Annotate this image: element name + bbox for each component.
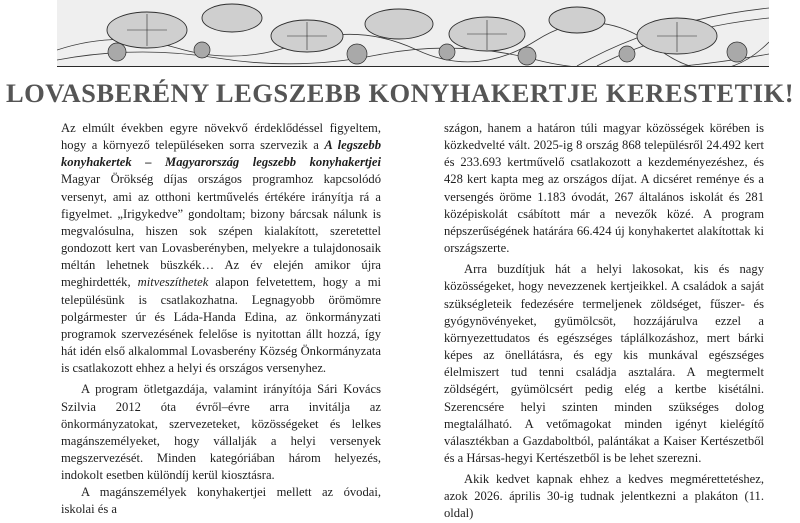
paragraph: A magánszemélyek konyhakertjei mellett az óvodai, iskolai és a <box>61 485 381 517</box>
article-headline: LOVASBERÉNY LEGSZEBB KONYHAKERTJE KERESTETIK! <box>5 78 795 108</box>
paragraph: A program ötletgazdája, valamint irányítója Sári Kovács Szilvia 2012 óta évről–évre arra invitálja az önkormányzatokat, szervezeteket, közösségeket és lelkes magánszemélyeket, hogy vállalják a helyi versenyek megszervezését. Minden kategóriában három helyezés, indokolt esetben különdíj kerül kiosztásra. <box>61 382 381 483</box>
paragraph: Akik kedvet kapnak ehhez a kedves megmérettetéshez, azok 2026. április 30-ig tudnak jelentkezni a plakáton (11. oldal) <box>444 472 764 521</box>
paragraph: Az elmúlt években egyre növekvő érdeklődéssel figyeltem, hogy a környező településeken sorra szervezik a A legszebb konyhakertek – Magyarország legszebb konyhakertjei Magyar Örökség díjas országos programhoz kapcsolódó versenyt, ami az otthoni kertművelés értékére irányítja rá a figyelmet. „Irigykedve” gondoltam; bizony bárcsak nálunk is megvalósulna, hiszen sok szépen kialakított, szeretettel gondozott kert van Lovasberényben, melyekre a tulajdonosaik méltán lehetnek büszkék… Az év elején amikor újra meghirdették, mitveszíthetek alapon felvetettem, hogy a mi településünk is csatlakozhatna. Legnagyobb örömömre polgármester úr és Láda-Handa Edina, az önkormányzati programok szervezésének felelőse is nyitottan állt hozzá, így hát idén első alkalommal Lovasberény Község Önkormányzata is csatlakozott ehhez a helyi és országos versenyhez. <box>61 121 381 376</box>
paragraph: szágon, hanem a határon túli magyar közösségek körében is közkedvelté vált. 2025-ig 8 ország 868 településről 24.492 kert és 233.693 kertművelő csatlakozott a kezdeményezéshez, és 428 kert kapta meg az országos díjat. A dicséret reménye és a versengés öröme 1.183 óvodát, 267 általános iskolát és 281 középiskolát csábított már a nevezők közé. A program népszerűségének határára 66.424 új konyhakertet alakítottak ki országszerte. <box>444 121 764 256</box>
article-column-left <box>61 120 381 519</box>
garden-illustration <box>57 0 769 67</box>
paragraph: Arra buzdítjuk hát a helyi lakosokat, kis és nagy közösségeket, hogy nevezzenek kertjeikkel. A családok a saját szükségleteik fedezésére termeljenek zöldséget, fűszer- és gyógynövényeket, gyümölcsöt, hozzájárulva ezzel a környezettudatos és egészséges táplálkozáshoz, mert bárki képes az önellátásra, és egy kis munkával egészséges élelmiszert tud tenni családja asztalára. A megtermelt zöldségért, gyümölcsért pedig elég a kertbe kisétálni. Szerencsére helyi szinten minden szükséges dolog megtalálható. A vetőmagokat minden igényt kielégítő választékban a Gazdaboltból, palántákat a Kaiser Kertészetből és a Hársas-hegyi Kertészetből is be lehet szerezni. <box>444 262 764 465</box>
article-column-right <box>444 120 764 523</box>
program-title: A legszebb konyhakertek – Magyarország legszebb konyhakertjei <box>61 138 381 170</box>
motto-emphasis: mitveszíthetek <box>137 275 209 290</box>
